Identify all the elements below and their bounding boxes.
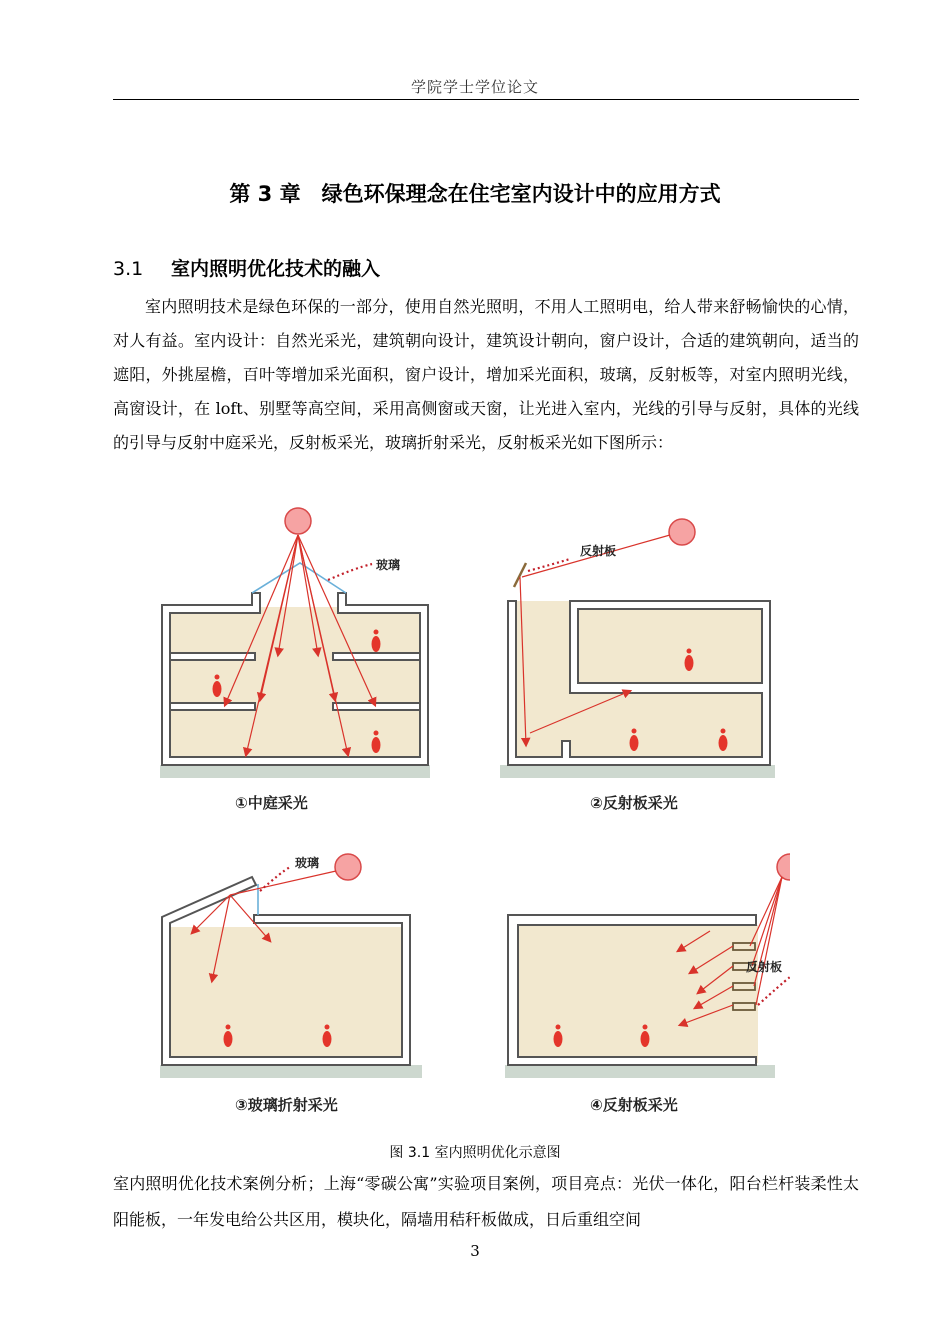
floor-slab xyxy=(333,703,420,710)
glass-roof xyxy=(252,563,346,593)
panel-caption: ④反射板采光 xyxy=(590,1096,678,1114)
sun-icon xyxy=(285,508,311,534)
floor-slab xyxy=(170,703,255,710)
ground xyxy=(500,765,775,778)
panel-caption: ③玻璃折射采光 xyxy=(235,1096,338,1114)
ground xyxy=(160,1065,422,1078)
lighting-figure xyxy=(150,505,790,1115)
interior xyxy=(164,607,426,765)
interior xyxy=(170,927,408,1065)
panel-caption: ①中庭采光 xyxy=(235,794,308,812)
panel-label: 反射板 xyxy=(746,960,783,974)
floor-slab xyxy=(170,653,255,660)
chapter-title: 第 3 章 绿色环保理念在住宅室内设计中的应用方式 xyxy=(229,182,721,206)
section-heading xyxy=(113,254,380,281)
page-number: 3 xyxy=(470,1242,480,1260)
ground xyxy=(160,765,430,778)
figure-caption: 图 3.1 室内照明优化示意图 xyxy=(389,1145,561,1161)
panel-label: 玻璃 xyxy=(295,856,320,870)
panel-atrium xyxy=(160,508,430,812)
panel-label: 玻璃 xyxy=(376,558,401,572)
upper-room xyxy=(578,609,762,683)
sun-icon xyxy=(335,854,361,880)
lighting-diagram xyxy=(150,505,790,1115)
panel-reflector xyxy=(500,519,775,812)
ground xyxy=(505,1065,775,1078)
sun-icon xyxy=(669,519,695,545)
sun-icon xyxy=(777,854,790,880)
body-paragraph-1: 室内照明技术是绿色环保的一部分，使用自然光照明，不用人工照明电，给人带来舒畅愉快的心情，对人有益。室内设计：自然光采光，建筑朝向设计，建筑设计朝向，窗户设计，合适的建筑朝向，适当的遮阳，外挑屋檐，百叶等增加采光面积，窗户设计，增加采光面积，玻璃，反射板等，对室内照明光线，高窗设计，在 loft、别墅等高空间，采用高侧窗或天窗，让光进入室内，光线的引导与反射，具体的光线的引导与反射中庭采光，反射板采光，玻璃折射采光，反射板采光如下图所示： xyxy=(113,297,859,452)
header-divider xyxy=(113,99,859,100)
callout-line xyxy=(758,977,790,1005)
panel-side-reflector xyxy=(505,854,790,1114)
callout-line xyxy=(260,867,290,891)
section-title: 室内照明优化技术的融入 xyxy=(171,258,381,280)
callout-line xyxy=(328,564,372,580)
panel-label: 反射板 xyxy=(580,544,617,558)
section-number: 3.1 xyxy=(113,258,144,280)
header-text: 学院学士学位论文 xyxy=(410,78,539,96)
body-paragraph-2: 室内照明优化技术案例分析；上海“零碳公寓”实验项目案例，项目亮点：光伏一体化，阳台栏杆装柔性太阳能板，一年发电给公共区用，模块化，隔墙用秸秆板做成，日后重组空间 xyxy=(113,1174,859,1229)
panel-caption: ②反射板采光 xyxy=(590,794,678,812)
floor-slab xyxy=(333,653,420,660)
panel-glass-refraction xyxy=(160,854,422,1114)
